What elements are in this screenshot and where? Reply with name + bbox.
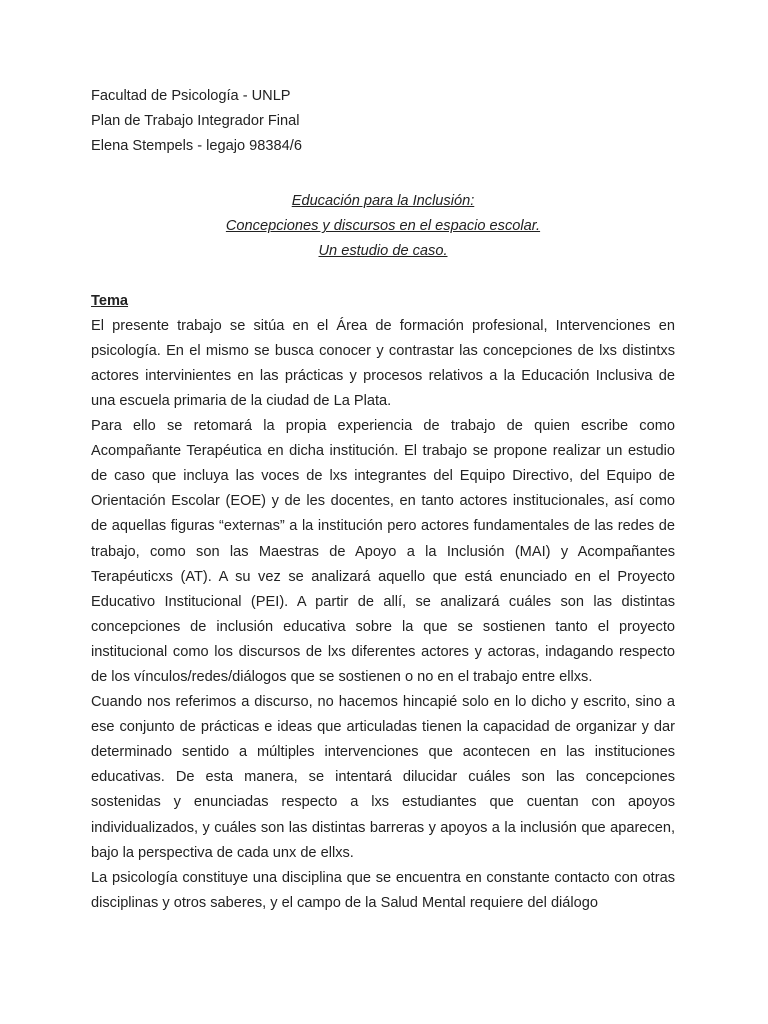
- institution-line: Facultad de Psicología - UNLP: [91, 88, 291, 104]
- title-line-2: Concepciones y discursos en el espacio escolar.: [225, 218, 541, 235]
- document-page: [91, 84, 675, 916]
- section-heading-tema: Tema: [91, 292, 129, 309]
- paragraph-4: La psicología constituye una disciplina que se encuentra en constante contacto con otras disciplinas y otros saberes, y el campo de la Salud Mental requiere del diálogo: [91, 869, 675, 911]
- document-header: [91, 84, 675, 159]
- author-line: Elena Stempels - legajo 98384/6: [91, 138, 302, 155]
- title-line-3: Un estudio de caso.: [318, 243, 448, 260]
- paragraph-3: Cuando nos referimos a discurso, no hacemos hincapié solo en lo dicho y escrito, sino a ese conjunto de prácticas e ideas que articuladas tienen la capacidad de organizar y dar determinado sentido a múltiples intervenciones que acontecen en las instituciones educativas. De esta manera, se intentará dilucidar cuáles son las concepciones sostenidas y enunciadas respecto a lxs estudiantes que cuentan con apoyos individualizados, y cuáles son las distintas barreras y apoyos a la inclusión que aparecen, bajo la perspectiva de cada unx de ellxs.: [91, 694, 675, 861]
- section-body: [91, 314, 675, 916]
- paragraph-2: Para ello se retomará la propia experiencia de trabajo de quien escribe como Acompañante Terapéutica en dicha institución. El trabajo se propone realizar un estudio de caso que incluya las voces de lxs integrantes del Equipo Directivo, del Equipo de Orientación Escolar (EOE) y de les docentes, en tanto actores institucionales, así como de aquellas figuras “externas” a la institución pero actores fundamentales de las redes de trabajo, como son las Maestras de Apoyo a la Inclusión (MAI) y Acompañantes Terapéuticxs (AT). A su vez se analizará aquello que está enunciado en el Proyecto Educativo Institucional (PEI). A partir de allí, se analizará cuáles son las distintas concepciones de inclusión educativa sobre la que se sostienen tanto el proyecto institucional como los discursos de lxs diferentes actores y actoras, indagando respecto de los vínculos/redes/diálogos que se sostienen o no en el trabajo entre ellxs.: [91, 418, 675, 685]
- document-title: [91, 189, 675, 264]
- document-type-line: Plan de Trabajo Integrador Final: [91, 113, 300, 130]
- paragraph-1: El presente trabajo se sitúa en el Área de formación profesional, Intervenciones en psicología. En el mismo se busca conocer y contrastar las concepciones de lxs distintxs actores intervinientes en las prácticas y procesos relativos a la Educación Inclusiva de una escuela primaria de la ciudad de La Plata.: [91, 317, 675, 409]
- title-line-1: Educación para la Inclusión:: [291, 193, 475, 210]
